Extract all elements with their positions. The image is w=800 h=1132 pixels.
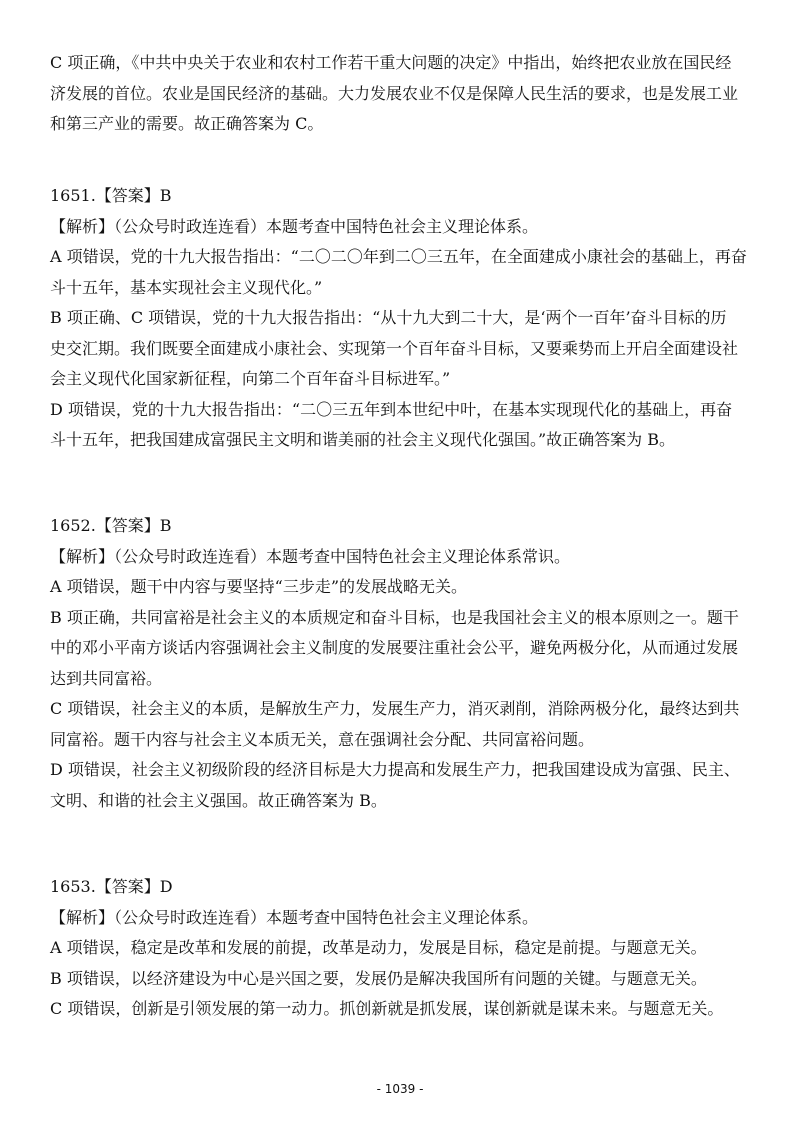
text-line: 中的邓小平南方谈话内容强调社会主义制度的发展要注重社会公平，避免两极分化，从而通过发展 <box>50 638 739 657</box>
text-line: 文明、和谐的社会主义强国。故正确答案为 B。 <box>50 790 387 810</box>
text-line: C 项错误，社会主义的本质，是解放生产力，发展生产力，消灭剥削，消除两极分化，最终达到共 <box>50 699 740 718</box>
analysis-intro: 【解析】（公众号时政连连看）本题考查中国特色社会主义理论体系。 <box>50 216 539 236</box>
text-line: A 项错误，稳定是改革和发展的前提，改革是动力，发展是目标，稳定是前提。与题意无关。 <box>50 938 707 957</box>
answer-heading: 1652.【答案】B <box>50 516 172 535</box>
text-line: 达到共同富裕。 <box>50 668 163 688</box>
text-line: 史交汇期。我们既要全面建成小康社会、实现第一个百年奋斗目标，又要乘势而上开启全面建设社 <box>50 338 739 358</box>
answer-block-1652 <box>50 511 755 816</box>
text-line: C 项正确，《中共中央关于农业和农村工作若干重大问题的决定》中指出，始终把农业放在国民经 <box>50 53 732 72</box>
answer-heading: 1653.【答案】D <box>50 877 173 896</box>
text-line: B 项错误，以经济建设为中心是兴国之要，发展仍是解决我国所有问题的关键。与题意无关。 <box>50 968 707 988</box>
text-line: 斗十五年，基本实现社会主义现代化。” <box>50 277 323 297</box>
answer-block-1653 <box>50 872 755 1025</box>
paragraph-1650-c <box>50 48 755 140</box>
answer-heading: 1651.【答案】B <box>50 186 172 205</box>
text-line: C 项错误，创新是引领发展的第一动力。抓创新就是抓发展，谋创新就是谋未来。与题意无关。 <box>50 999 724 1018</box>
analysis-intro: 【解析】（公众号时政连连看）本题考查中国特色社会主义理论体系常识。 <box>50 546 571 566</box>
text-line: B 项正确，共同富裕是社会主义的本质规定和奋斗目标，也是我国社会主义的根本原则之一。题干 <box>50 607 739 627</box>
analysis-intro: 【解析】（公众号时政连连看）本题考查中国特色社会主义理论体系。 <box>50 907 539 927</box>
page-number: - 1039 - <box>376 1082 424 1096</box>
text-line: 济发展的首位。农业是国民经济的基础。大力发展农业不仅是保障人民生活的要求，也是发展工业 <box>50 83 739 103</box>
text-line: 斗十五年，把我国建成富强民主文明和谐美丽的社会主义现代化强国。”故正确答案为 B。 <box>50 430 676 449</box>
text-line: 会主义现代化国家新征程，向第二个百年奋斗目标进军。” <box>50 369 451 388</box>
text-line: 和第三产业的需要。故正确答案为 C。 <box>50 114 324 133</box>
answer-block-1651 <box>50 181 755 456</box>
text-line: A 项错误，题干中内容与要坚持“三步走”的发展战略无关。 <box>50 577 468 596</box>
text-line: A 项错误，党的十九大报告指出：“二〇二〇年到二〇三五年，在全面建成小康社会的基础上，再奋 <box>50 247 747 266</box>
text-line: D 项错误，党的十九大报告指出：“二〇三五年到本世纪中叶，在基本实现现代化的基础上，再奋 <box>50 399 733 419</box>
text-line: B 项正确、C 项错误，党的十九大报告指出：“从十九大到二十大，是‘两个一百年’奋斗目标的历 <box>50 308 727 327</box>
text-line: D 项错误，社会主义初级阶段的经济目标是大力提高和发展生产力，把我国建设成为富强、民主、 <box>50 760 740 779</box>
text-line: 同富裕。题干内容与社会主义本质无关，意在强调社会分配、共同富裕问题。 <box>50 729 595 749</box>
